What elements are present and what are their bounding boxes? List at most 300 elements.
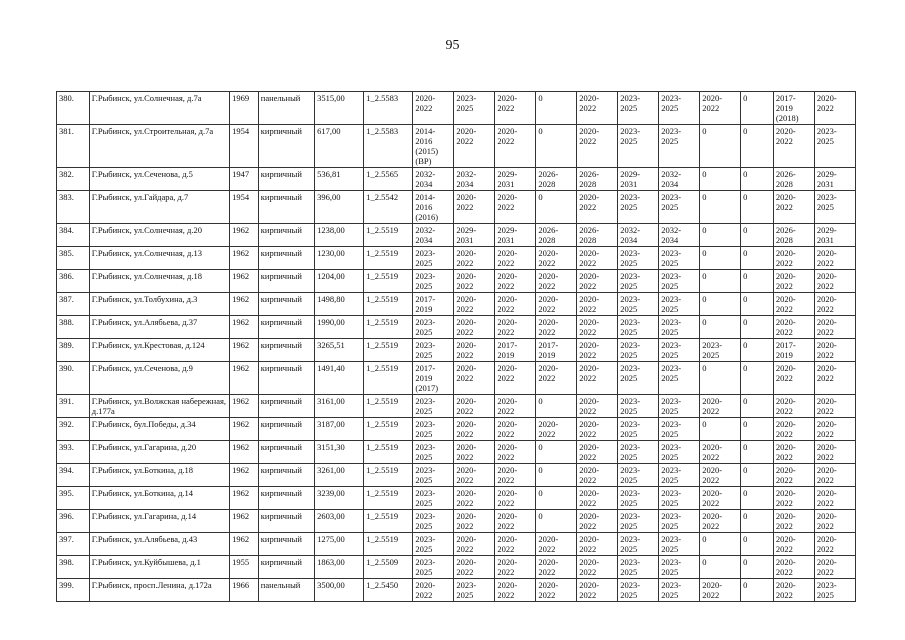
table-cell: 1_2.5583 [364,92,413,125]
table-cell: 0 [741,125,774,168]
table-cell: 2023-2025 [454,92,495,125]
table-cell: 1954 [230,191,259,224]
table-cell: 2020-2022 [773,556,814,579]
table-cell: кирпичный [258,464,314,487]
table-cell: 2020-2022 [700,579,741,602]
table-cell: 2020-2022 [536,556,577,579]
table-cell: 2020-2022 [814,395,855,418]
table-cell: 1_2.5519 [364,293,413,316]
table-cell: 2020-2022 [577,191,618,224]
table-cell: 2020-2022 [495,418,536,441]
table-cell: 0 [741,533,774,556]
table-cell: 2020-2022 [454,464,495,487]
table-cell: кирпичный [258,316,314,339]
table-cell: 2017-2019 [495,339,536,362]
table-cell: 2020-2022 [536,362,577,395]
table-cell: 0 [700,191,741,224]
table-cell: 2023-2025 [618,418,659,441]
table-cell: 1_2.5519 [364,339,413,362]
table-cell: 394. [57,464,90,487]
table-cell: 2020-2022 [495,464,536,487]
table-cell: 2020-2022 [454,556,495,579]
table-cell: Г.Рыбинск, ул.Гагарина, д.14 [89,510,229,533]
table-cell: 2020-2022 [536,270,577,293]
table-cell: 2020-2022 [536,247,577,270]
housing-registry-table [56,91,856,602]
table-cell: 1962 [230,224,259,247]
table-cell: 1_2.5519 [364,316,413,339]
table-cell: кирпичный [258,125,314,168]
table-cell: 2023-2025 [413,510,454,533]
table-cell: 2023-2025 [618,339,659,362]
table-cell: 3515,00 [315,92,364,125]
table-cell: 2023-2025 [814,191,855,224]
table-cell: 2020-2022 [495,92,536,125]
table-cell: 1_2.5519 [364,464,413,487]
table-cell: 0 [741,316,774,339]
table-cell: 2020-2022 [773,533,814,556]
table-cell: 1962 [230,418,259,441]
table-cell: Г.Рыбинск, ул.Алябьева, д.43 [89,533,229,556]
table-row [57,92,856,125]
table-cell: Г.Рыбинск, ул.Боткина, д.14 [89,487,229,510]
table-cell: 2029-2031 [618,168,659,191]
table-cell: 2017-2019 [773,339,814,362]
table-cell: 2020-2022 [536,579,577,602]
table-cell: 1962 [230,247,259,270]
table-cell: Г.Рыбинск, ул.Алябьева, д.37 [89,316,229,339]
table-cell: 2017-2019 [413,293,454,316]
table-cell: 2023-2025 [454,579,495,602]
table-cell: 2020-2022 [814,316,855,339]
table-cell: 2032-2034 [659,168,700,191]
table-cell: 2017-2019 (2017) [413,362,454,395]
table-cell: кирпичный [258,270,314,293]
table-cell: кирпичный [258,533,314,556]
table-cell: 0 [741,362,774,395]
table-row [57,224,856,247]
table-cell: 2020-2022 [814,418,855,441]
table-cell: 2020-2022 [454,125,495,168]
table-cell: 2026-2028 [536,168,577,191]
table-cell: кирпичный [258,395,314,418]
table-cell: 0 [741,579,774,602]
table-cell: 0 [700,556,741,579]
table-cell: 2020-2022 [773,510,814,533]
table-cell: 3239,00 [315,487,364,510]
table-cell: 2023-2025 [659,464,700,487]
table-cell: Г.Рыбинск, ул.Толбухина, д.3 [89,293,229,316]
table-cell: 386. [57,270,90,293]
table-cell: кирпичный [258,168,314,191]
table-cell: 1_2.5519 [364,362,413,395]
table-cell: 0 [536,487,577,510]
table-cell: 2020-2022 [454,487,495,510]
table-cell: 2023-2025 [413,533,454,556]
table-cell: кирпичный [258,418,314,441]
table-cell: 1962 [230,339,259,362]
table-cell: 2023-2025 [659,556,700,579]
table-row [57,293,856,316]
table-cell: 2023-2025 [659,362,700,395]
table-cell: 2023-2025 [618,395,659,418]
table-cell: 2020-2022 [773,191,814,224]
table-cell: 2020-2022 [814,510,855,533]
table-cell: 2020-2022 [495,247,536,270]
table-cell: 2014-2016 (2016) [413,191,454,224]
table-cell: 2020-2022 [454,395,495,418]
table-cell: 0 [741,191,774,224]
table-cell: 2026-2028 [773,224,814,247]
table-cell: 381. [57,125,90,168]
table-cell: 1275,00 [315,533,364,556]
table-cell: 1230,00 [315,247,364,270]
table-cell: 396. [57,510,90,533]
table-cell: 0 [741,510,774,533]
table-cell: 3151,30 [315,441,364,464]
table-cell: 2020-2022 [413,579,454,602]
table-cell: 2032-2034 [659,224,700,247]
table-cell: Г.Рыбинск, ул.Строительная, д.7а [89,125,229,168]
table-body [57,92,856,602]
table-cell: 2032-2034 [413,224,454,247]
table-cell: 2020-2022 [495,395,536,418]
table-cell: 2020-2022 [495,191,536,224]
table-cell: 0 [700,362,741,395]
table-cell: 2023-2025 [659,339,700,362]
table-row [57,556,856,579]
table-cell: 2029-2031 [814,224,855,247]
table-cell: 2020-2022 [577,395,618,418]
table-cell: 3500,00 [315,579,364,602]
table-cell: 2020-2022 [577,125,618,168]
table-cell: 2020-2022 [495,487,536,510]
table-cell: 2020-2022 [700,92,741,125]
table-cell: 2026-2028 [577,168,618,191]
table-cell: 1_2.5583 [364,125,413,168]
table-row [57,362,856,395]
table-row [57,339,856,362]
table-cell: 2020-2022 [577,556,618,579]
table-cell: 2026-2028 [577,224,618,247]
table-row [57,487,856,510]
table-cell: 0 [700,125,741,168]
table-cell: Г.Рыбинск, ул.Солнечная, д.20 [89,224,229,247]
table-cell: 387. [57,293,90,316]
table-cell: Г.Рыбинск, ул.Солнечная, д.18 [89,270,229,293]
table-cell: 1962 [230,270,259,293]
table-cell: 0 [741,339,774,362]
table-cell: 2023-2025 [659,510,700,533]
table-cell: 2020-2022 [814,362,855,395]
table-cell: 2032-2034 [618,224,659,247]
table-cell: панельный [258,579,314,602]
table-cell: 0 [741,92,774,125]
table-cell: 2020-2022 [773,418,814,441]
table-cell: 1_2.5519 [364,270,413,293]
table-cell: Г.Рыбинск, ул.Волжская набережная, д.177а [89,395,229,418]
table-cell: 2023-2025 [413,270,454,293]
table-cell: 2020-2022 [454,316,495,339]
table-row [57,270,856,293]
table-cell: 2020-2022 [773,270,814,293]
table-cell: 2023-2025 [618,125,659,168]
table-cell: 2020-2022 [773,441,814,464]
table-cell: 0 [700,293,741,316]
table-cell: 2020-2022 [700,441,741,464]
table-cell: 1_2.5519 [364,441,413,464]
table-cell: 2020-2022 [454,510,495,533]
table-cell: 2023-2025 [618,533,659,556]
table-cell: 3161,00 [315,395,364,418]
table-cell: 2023-2025 [659,270,700,293]
table-cell: 2023-2025 [700,339,741,362]
table-cell: 1_2.5519 [364,487,413,510]
table-cell: 2023-2025 [659,92,700,125]
table-cell: 0 [741,464,774,487]
table-cell: 2020-2022 [495,510,536,533]
table-cell: панельный [258,92,314,125]
table-cell: 1_2.5519 [364,224,413,247]
table-cell: 1_2.5519 [364,533,413,556]
table-cell: 2020-2022 [814,441,855,464]
table-cell: Г.Рыбинск, ул.Сеченова, д.9 [89,362,229,395]
table-cell: 0 [741,441,774,464]
table-cell: 0 [536,441,577,464]
table-cell: 2032-2034 [454,168,495,191]
table-cell: 1_2.5519 [364,247,413,270]
table-cell: 2020-2022 [495,441,536,464]
table-cell: 1498,80 [315,293,364,316]
table-cell: Г.Рыбинск, бул.Победы, д.34 [89,418,229,441]
table-cell: 2023-2025 [618,362,659,395]
table-cell: 2023-2025 [659,395,700,418]
table-cell: 2023-2025 [618,510,659,533]
table-cell: 2020-2022 [577,418,618,441]
table-cell: 2020-2022 [577,92,618,125]
table-cell: 2023-2025 [413,441,454,464]
table-cell: 2014-2016 (2015) (ВР) [413,125,454,168]
table-cell: 1962 [230,316,259,339]
table-cell: 2020-2022 [536,316,577,339]
table-cell: 0 [741,418,774,441]
table-row [57,395,856,418]
table-cell: кирпичный [258,247,314,270]
table-cell: 2029-2031 [495,168,536,191]
table-cell: 2020-2022 [536,418,577,441]
table-cell: 2020-2022 [577,441,618,464]
table-cell: 383. [57,191,90,224]
table-cell: 2029-2031 [454,224,495,247]
table-cell: 2020-2022 [773,125,814,168]
table-cell: 2020-2022 [773,487,814,510]
table-row [57,533,856,556]
table-cell: 2020-2022 [700,464,741,487]
table-cell: Г.Рыбинск, ул.Боткина, д.18 [89,464,229,487]
table-cell: 2020-2022 [814,533,855,556]
table-cell: 1962 [230,487,259,510]
table-cell: 0 [700,418,741,441]
table-cell: 2020-2022 [577,362,618,395]
table-cell: 1_2.5565 [364,168,413,191]
page-number: 95 [445,38,460,53]
table-cell: 391. [57,395,90,418]
table-cell: 0 [536,510,577,533]
table-cell: Г.Рыбинск, ул.Сеченова, д.5 [89,168,229,191]
table-cell: 2020-2022 [495,125,536,168]
table-cell: 0 [536,395,577,418]
table-cell: 2020-2022 [454,533,495,556]
table-cell: 3265,51 [315,339,364,362]
table-cell: 1204,00 [315,270,364,293]
table-cell: 2023-2025 [618,464,659,487]
table-cell: 1_2.5450 [364,579,413,602]
table-cell: 2020-2022 [814,487,855,510]
table-cell: 1_2.5519 [364,395,413,418]
table-cell: 2023-2025 [659,418,700,441]
table-cell: 1962 [230,293,259,316]
table-cell: 2023-2025 [659,125,700,168]
table-cell: 2023-2025 [618,441,659,464]
table-cell: 1_2.5519 [364,418,413,441]
table-cell: 2020-2022 [773,362,814,395]
table-cell: 2023-2025 [413,556,454,579]
table-cell: 2023-2025 [618,270,659,293]
table-cell: 2026-2028 [536,224,577,247]
table-cell: 2020-2022 [773,293,814,316]
table-cell: 388. [57,316,90,339]
table-row [57,125,856,168]
table-cell: 2023-2025 [814,125,855,168]
table-cell: 1962 [230,510,259,533]
table-cell: 2020-2022 [495,556,536,579]
table-cell: кирпичный [258,293,314,316]
table-cell: 393. [57,441,90,464]
table-cell: 2023-2025 [413,464,454,487]
table-cell: 2020-2022 [454,293,495,316]
table-cell: 2020-2022 [700,510,741,533]
table-cell: 2020-2022 [773,464,814,487]
table-cell: 2023-2025 [413,418,454,441]
table-cell: 2032-2034 [413,168,454,191]
table-cell: 1990,00 [315,316,364,339]
table-cell: 2020-2022 [814,247,855,270]
table-cell: кирпичный [258,487,314,510]
table-cell: 1947 [230,168,259,191]
table-cell: 2020-2022 [495,270,536,293]
table-cell: 385. [57,247,90,270]
table-row [57,418,856,441]
table-cell: 2023-2025 [618,556,659,579]
table-cell: 2029-2031 [495,224,536,247]
table-cell: 2020-2022 [577,270,618,293]
table-cell: 1238,00 [315,224,364,247]
table-cell: 617,00 [315,125,364,168]
table-cell: 2023-2025 [618,487,659,510]
table-cell: 1969 [230,92,259,125]
table-cell: 2017-2019 (2018) [773,92,814,125]
table-cell: 2020-2022 [454,339,495,362]
table-cell: 2603,00 [315,510,364,533]
table-cell: 2023-2025 [413,247,454,270]
table-cell: 2023-2025 [659,293,700,316]
table-cell: 396,00 [315,191,364,224]
table-cell: 380. [57,92,90,125]
table-cell: 2020-2022 [454,441,495,464]
table-cell: 2023-2025 [659,191,700,224]
table-cell: 2020-2022 [495,316,536,339]
table-cell: кирпичный [258,224,314,247]
table-cell: 0 [700,316,741,339]
table-cell: 0 [741,395,774,418]
table-cell: Г.Рыбинск, ул.Солнечная, д.13 [89,247,229,270]
table-cell: 2023-2025 [814,579,855,602]
table-cell: 2020-2022 [814,339,855,362]
table-cell: 0 [741,487,774,510]
table-cell: 392. [57,418,90,441]
table-cell: 398. [57,556,90,579]
table-cell: кирпичный [258,556,314,579]
table-cell: Г.Рыбинск, ул.Солнечная, д.7а [89,92,229,125]
table-cell: кирпичный [258,362,314,395]
table-cell: 2023-2025 [618,191,659,224]
table-cell: 0 [536,125,577,168]
table-cell: 0 [741,270,774,293]
table-cell: 2020-2022 [814,270,855,293]
table-cell: Г.Рыбинск, ул.Гагарина, д.20 [89,441,229,464]
table-cell: 2020-2022 [773,579,814,602]
table-cell: 2020-2022 [577,487,618,510]
table-cell: 395. [57,487,90,510]
table-cell: 2020-2022 [577,579,618,602]
table-cell: 382. [57,168,90,191]
table-cell: 2023-2025 [659,487,700,510]
table-cell: 1955 [230,556,259,579]
table-cell: 2020-2022 [577,316,618,339]
table-cell: 2020-2022 [577,510,618,533]
table-cell: кирпичный [258,339,314,362]
table-cell: 0 [700,247,741,270]
table-cell: 2020-2022 [700,487,741,510]
table-cell: Г.Рыбинск, ул.Гайдара, д.7 [89,191,229,224]
table-cell: 0 [700,533,741,556]
table-cell: 389. [57,339,90,362]
table-cell: 2023-2025 [618,579,659,602]
table-cell: 2020-2022 [413,92,454,125]
table-cell: 2020-2022 [454,418,495,441]
table-cell: 2023-2025 [659,579,700,602]
table-cell: 0 [536,92,577,125]
table-cell: 2029-2031 [814,168,855,191]
table-cell: 0 [700,270,741,293]
table-cell: 2020-2022 [814,293,855,316]
table-cell: 2020-2022 [536,533,577,556]
table-cell: 1962 [230,395,259,418]
table-cell: 2020-2022 [495,533,536,556]
table-cell: 2020-2022 [700,395,741,418]
table-cell: 0 [741,293,774,316]
table-cell: 1_2.5509 [364,556,413,579]
table-row [57,579,856,602]
table-cell: 2020-2022 [495,579,536,602]
table-cell: 384. [57,224,90,247]
table-row [57,316,856,339]
table-cell: 1954 [230,125,259,168]
table-cell: 2020-2022 [536,293,577,316]
table-cell: 2023-2025 [413,395,454,418]
table-cell: 1962 [230,464,259,487]
table-cell: 0 [741,556,774,579]
